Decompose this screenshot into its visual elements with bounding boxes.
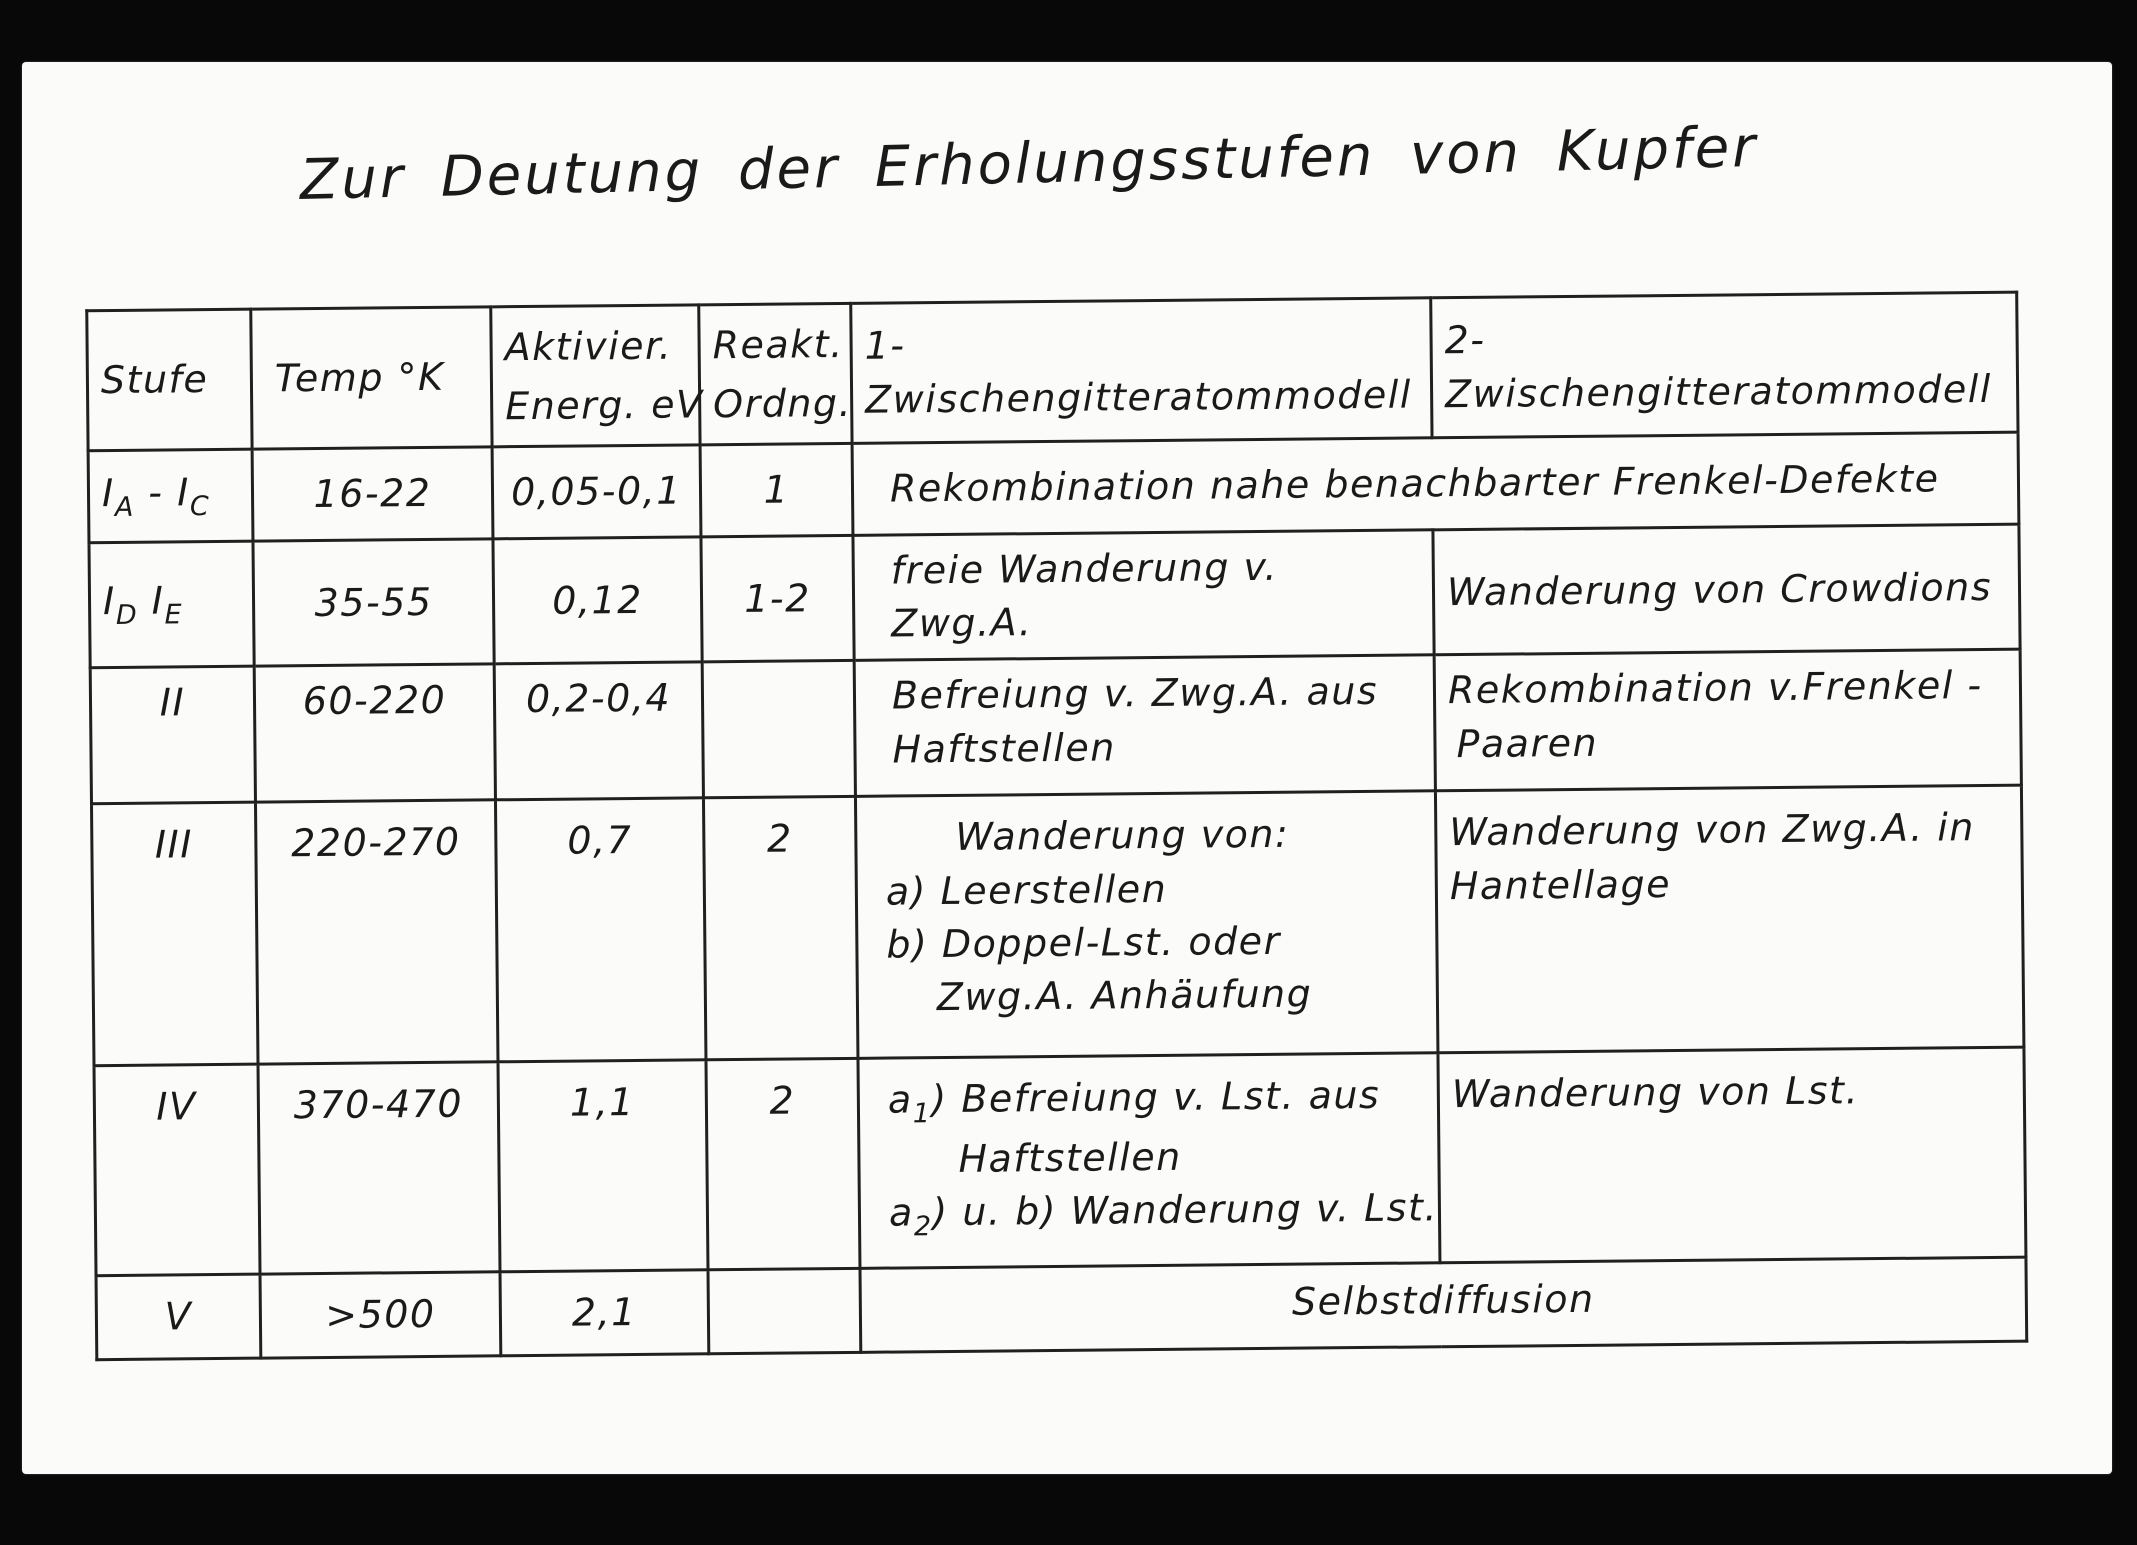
- cell-energy: 0,2-0,4: [494, 662, 703, 800]
- cell-stufe: III: [91, 803, 258, 1067]
- header-reaction-order: [699, 303, 852, 444]
- cell-energy: 2,1: [500, 1270, 709, 1356]
- cell-model-1: [855, 791, 1437, 1059]
- cell-model-1: [858, 1053, 1440, 1269]
- cell-combined-mechanism: Rekombination nahe benachbarter Frenkel-Defekte: [852, 432, 2019, 535]
- header-activation-energy: [491, 305, 704, 447]
- cell-stufe: V: [96, 1274, 261, 1360]
- model1-line3-text: ) u. b) Wanderung v. Lst.: [932, 1185, 1439, 1235]
- header-model-2: 2-Zwischengitteratommodell: [1431, 292, 2018, 438]
- model1-line3-prefix: a: [888, 1190, 914, 1235]
- header-stufe: Stufe: [87, 309, 252, 451]
- cell-order: 2: [706, 1059, 860, 1270]
- cell-order: 1: [700, 443, 853, 536]
- cell-temp: 35-55: [253, 539, 494, 667]
- cell-temp: 220-270: [255, 800, 498, 1064]
- stufe-a-sub: A: [114, 491, 135, 523]
- header-temp: Temp °K: [251, 307, 492, 449]
- stufe-separator: -: [134, 469, 178, 515]
- cell-model-2: Wanderung von Lst.: [1438, 1048, 2026, 1264]
- model1-line1-prefix: a: [887, 1077, 913, 1122]
- header-energy-line1: Aktivier.: [504, 323, 673, 369]
- cell-order: 1-2: [701, 535, 854, 662]
- recovery-stages-table: [85, 291, 2028, 1362]
- stufe-b: I: [151, 578, 165, 623]
- header-energy-line2: Energ. eV: [504, 381, 704, 428]
- cell-energy: 0,12: [493, 537, 702, 664]
- stufe-b-sub: E: [164, 599, 184, 631]
- stufe-a-sub: D: [115, 600, 139, 632]
- table-row: [89, 524, 2020, 668]
- cell-stufe: [89, 541, 254, 668]
- cell-model-2: [1434, 650, 2021, 792]
- header-row: [87, 292, 2018, 451]
- header-order-line2: Ordng.: [712, 380, 853, 426]
- cell-energy: 0,7: [495, 798, 706, 1062]
- cell-model-2: [1435, 786, 2023, 1054]
- model2-line1: Wanderung von Zwg.A. in: [1449, 805, 1976, 855]
- cell-temp: 60-220: [254, 664, 495, 802]
- model1-line1: Wanderung von:: [955, 812, 1290, 860]
- model2-line2: Hantellage: [1449, 861, 1672, 908]
- stufe-b: I: [176, 469, 191, 514]
- cell-stufe: II: [90, 667, 255, 805]
- cell-combined-mechanism: Selbstdiffusion: [860, 1258, 2027, 1353]
- document-title: Zur Deutung der Erholungsstufen von Kupfer: [299, 114, 1759, 213]
- model1-line3: [888, 1182, 1439, 1247]
- cell-stufe: IV: [94, 1064, 260, 1276]
- cell-order: [702, 661, 855, 798]
- model1-line1-sub: 1: [912, 1098, 932, 1130]
- cell-model-2: Wanderung von Crowdions: [1433, 524, 2020, 655]
- model1-line2: Haftstellen: [958, 1134, 1182, 1182]
- model2-line1: Rekombination v.Frenkel -: [1447, 663, 1983, 713]
- model2-line2: Paaren: [1456, 720, 1599, 766]
- cell-order: [708, 1269, 861, 1354]
- table-row: [94, 1048, 2026, 1277]
- model1-line4: Zwg.A. Anhäufung: [936, 971, 1313, 1020]
- cell-stufe: [88, 449, 253, 543]
- model1-line2: Haftstellen: [892, 724, 1117, 772]
- stufe-b-sub: C: [189, 490, 211, 522]
- model1-line1: Befreiung v. Zwg.A. aus: [891, 669, 1379, 718]
- stufe-a: I: [101, 470, 115, 515]
- cell-temp: 370-470: [258, 1062, 500, 1274]
- table-row: [91, 786, 2023, 1067]
- cell-energy: 0,05-0,1: [492, 445, 701, 539]
- cell-energy: 1,1: [498, 1060, 708, 1272]
- cell-temp: 16-22: [252, 447, 493, 541]
- table-row: [90, 650, 2021, 805]
- model1-line1-text: ) Befreiung v. Lst. aus: [931, 1073, 1381, 1122]
- header-order-line1: Reakt.: [712, 321, 844, 367]
- model1-line1: [888, 1069, 1426, 1134]
- model1-line2: a) Leerstellen: [885, 866, 1168, 914]
- model1-line3-sub: 2: [913, 1211, 933, 1243]
- model1-line3: b) Doppel-Lst. oder: [886, 918, 1281, 967]
- stufe-a: I: [102, 579, 116, 624]
- cell-model-1: [854, 655, 1435, 797]
- cell-temp: >500: [260, 1272, 501, 1358]
- cell-model-1: freie Wanderung v. Zwg.A.: [853, 530, 1434, 661]
- cell-order: 2: [703, 797, 858, 1060]
- table-row: [96, 1258, 2027, 1361]
- header-model-1: 1-Zwischengitteratommodell: [851, 298, 1432, 444]
